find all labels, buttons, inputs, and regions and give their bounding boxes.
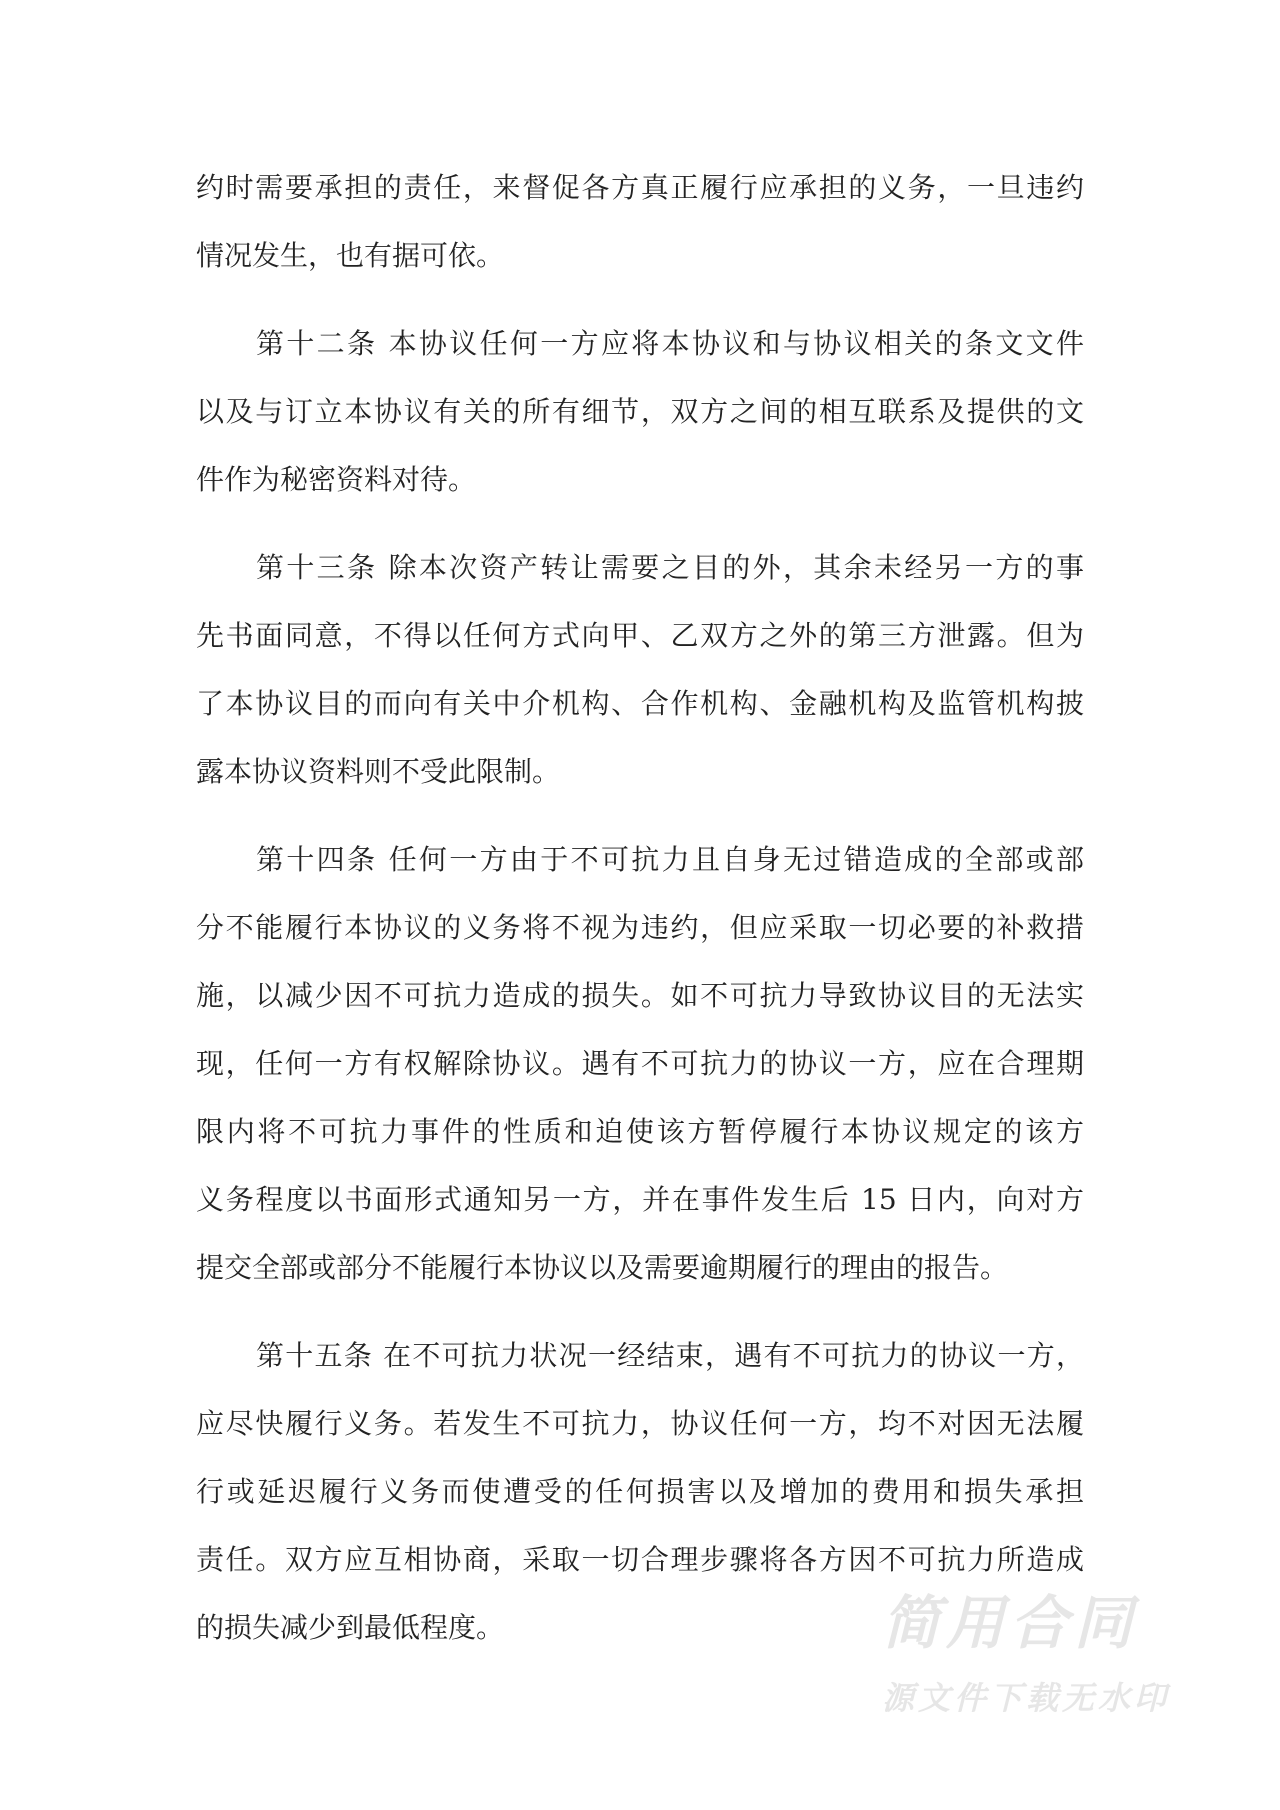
watermark-title: 简用合同 [882, 1589, 1139, 1657]
text-line: 行或延迟履行义务而使遭受的任何损害以及增加的费用和损失承担 [196, 1475, 1084, 1508]
watermark [882, 1590, 1182, 1720]
text-line: 件作为秘密资料对待。 [196, 463, 477, 496]
text-line: 应尽快履行义务。若发生不可抗力，协议任何一方，均不对因无法履 [196, 1407, 1084, 1440]
paragraph [196, 164, 1084, 300]
text-line: 第十二条 本协议任何一方应将本协议和与协议相关的条文文件 [256, 327, 1084, 360]
text-line: 约时需要承担的责任，来督促各方真正履行应承担的义务，一旦违约 [196, 171, 1084, 204]
text-line: 第十五条 在不可抗力状况一经结束，遇有不可抗力的协议一方， [256, 1339, 1084, 1372]
paragraph [196, 320, 1084, 524]
text-line: 现，任何一方有权解除协议。遇有不可抗力的协议一方，应在合理期 [196, 1047, 1084, 1080]
text-line: 第十四条 任何一方由于不可抗力且自身无过错造成的全部或部 [256, 843, 1084, 876]
text-line: 限内将不可抗力事件的性质和迫使该方暂停履行本协议规定的该方 [196, 1115, 1084, 1148]
text-line: 露本协议资料则不受此限制。 [196, 755, 561, 788]
text-line: 责任。双方应互相协商，采取一切合理步骤将各方因不可抗力所造成 [196, 1543, 1084, 1576]
text-line: 的损失减少到最低程度。 [196, 1611, 505, 1644]
text-line: 提交全部或部分不能履行本协议以及需要逾期履行的理由的报告。 [196, 1251, 1009, 1284]
watermark-subtitle: 源文件下载无水印 [882, 1679, 1171, 1717]
text-line: 以及与订立本协议有关的所有细节，双方之间的相互联系及提供的文 [196, 395, 1084, 428]
paragraph [196, 544, 1084, 816]
text-line: 先书面同意，不得以任何方式向甲、乙双方之外的第三方泄露。但为 [196, 619, 1084, 652]
text-line: 了本协议目的而向有关中介机构、合作机构、金融机构及监管机构披 [196, 687, 1084, 720]
text-line: 情况发生，也有据可依。 [196, 239, 505, 272]
text-line: 义务程度以书面形式通知另一方，并在事件发生后 15 日内，向对方 [196, 1183, 1084, 1216]
text-line: 分不能履行本协议的义务将不视为违约，但应采取一切必要的补救措 [196, 911, 1084, 944]
text-line: 第十三条 除本次资产转让需要之目的外，其余未经另一方的事 [256, 551, 1084, 584]
document-body [196, 164, 1084, 1692]
paragraph [196, 836, 1084, 1312]
text-line: 施，以减少因不可抗力造成的损失。如不可抗力导致协议目的无法实 [196, 979, 1084, 1012]
